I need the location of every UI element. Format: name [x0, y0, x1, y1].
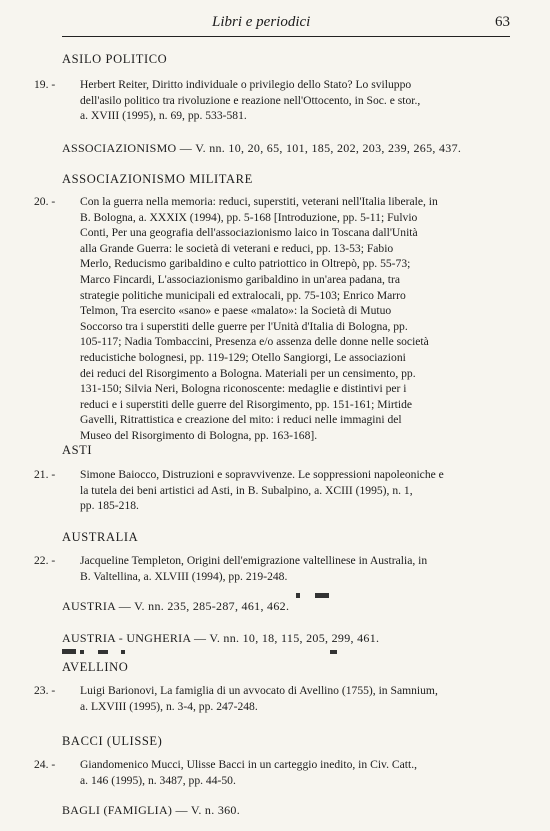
xref-bagli: BAGLI (FAMIGLIA) — V. n. 360.	[62, 803, 241, 817]
entry-line: strategie politiche municipali ed extralocali, pp. 75-103; Enrico Marro	[80, 288, 406, 302]
entry-text	[80, 467, 500, 514]
entry-line: B. Valtellina, a. XLVIII (1994), pp. 219-248.	[80, 569, 288, 583]
scan-speck	[330, 650, 337, 654]
entry-line: reduci e i superstiti delle guerre del Risorgimento, pp. 151-161; Mirtide	[80, 397, 413, 411]
page-number: 63	[495, 14, 510, 30]
entry-line: Gavelli, Ritrattistica e creazione del mito: i reduci nelle immagini del	[80, 413, 402, 427]
entry-number: 20. -	[34, 195, 56, 208]
entry-text	[80, 757, 500, 788]
entry-line: alla Grande Guerra: le società di veterani e reduci, pp. 13-53; Fabio	[80, 241, 394, 255]
xref-associazionismo: ASSOCIAZIONISMO — V. nn. 10, 20, 65, 101, 185, 202, 203, 239, 265, 437.	[62, 141, 462, 155]
entry-line: Herbert Reiter, Diritto individuale o privilegio dello Stato? Lo sviluppo	[80, 78, 412, 91]
xref-austria-ungheria: AUSTRIA - UNGHERIA — V. nn. 10, 18, 115, 205, 299, 461.	[62, 631, 380, 645]
entry-line: 131-150; Silvia Neri, Bologna riconoscente: medaglie e distintivi per i	[80, 382, 407, 396]
entry-text	[80, 77, 500, 124]
entry-line: Conti, Per una geografia dell'associazionismo laico in Toscana dall'Unità	[80, 226, 418, 240]
entry-line: Museo del Risorgimento di Bologna, pp. 163-168].	[80, 428, 318, 442]
running-title: Libri e periodici	[212, 14, 311, 30]
entry-line: 105-117; Nadia Tombaccini, Presenza e/o assenza delle donne nelle società	[80, 335, 429, 349]
entry-20	[34, 194, 500, 444]
entry-19	[34, 77, 500, 124]
entry-number: 23. -	[34, 684, 56, 697]
entry-24	[34, 757, 500, 788]
section-heading-avellino: AVELLINO	[62, 660, 129, 674]
entry-number: 21. -	[34, 468, 56, 481]
entry-number: 24. -	[34, 758, 56, 771]
entry-line: dell'asilo politico tra rivoluzione e reazione nell'Ottocento, in Soc. e stor.,	[80, 93, 421, 107]
entry-line: Marco Fincardi, L'associazionismo garibaldino in un'area padana, tra	[80, 272, 400, 286]
entry-number: 22. -	[34, 554, 56, 567]
entry-line: Jacqueline Templeton, Origini dell'emigrazione valtellinese in Australia, in	[80, 554, 428, 567]
running-header	[62, 14, 510, 37]
scan-speck	[296, 593, 300, 598]
scan-speck	[98, 650, 108, 654]
entry-line: Luigi Barionovi, La famiglia di un avvocato di Avellino (1755), in Samnium,	[80, 684, 438, 697]
entry-number: 19. -	[34, 78, 56, 91]
section-heading-bacci: BACCI (ULISSE)	[62, 734, 163, 748]
section-heading-asti: ASTI	[62, 443, 93, 457]
entry-21	[34, 467, 500, 514]
entry-line: a. LXVIII (1995), n. 3-4, pp. 247-248.	[80, 699, 258, 713]
scan-speck	[315, 593, 329, 598]
entry-22	[34, 553, 500, 584]
scan-speck	[121, 650, 125, 654]
entry-text	[80, 553, 500, 584]
entry-line: Telmon, Tra esercito «sano» e paese «malato»: la Società di Mutuo	[80, 304, 392, 318]
entry-line: a. 146 (1995), n. 3487, pp. 44-50.	[80, 773, 236, 787]
entry-line: Merlo, Reducismo garibaldino e culto patriottico in Oltrepò, pp. 55-73;	[80, 257, 411, 271]
entry-line: Giandomenico Mucci, Ulisse Bacci in un carteggio inedito, in Civ. Catt.,	[80, 758, 418, 771]
scan-speck	[62, 649, 76, 654]
section-heading-asilo: ASILO POLITICO	[62, 52, 168, 66]
entry-line: dei reduci del Risorgimento a Bologna. Materiali per un censimento, pp.	[80, 366, 416, 380]
section-heading-australia: AUSTRALIA	[62, 530, 139, 544]
entry-line: la tutela dei beni artistici ad Asti, in B. Subalpino, a. XCIII (1995), n. 1,	[80, 483, 413, 497]
scan-speck	[80, 650, 84, 654]
entry-line: a. XVIII (1995), n. 69, pp. 533-581.	[80, 109, 247, 123]
entry-line: pp. 185-218.	[80, 499, 139, 513]
entry-text	[80, 683, 500, 714]
entry-line: Soccorso tra i superstiti delle guerre per l'Unità d'Italia di Bologna, pp.	[80, 319, 408, 333]
entry-line: Con la guerra nella memoria: reduci, superstiti, veterani nell'Italia liberale, in	[80, 195, 438, 208]
section-heading-associazionismo-militare: ASSOCIAZIONISMO MILITARE	[62, 172, 253, 186]
xref-austria: AUSTRIA — V. nn. 235, 285-287, 461, 462.	[62, 599, 290, 613]
entry-text	[80, 194, 500, 444]
entry-line: reducistiche bolognesi, pp. 119-129; Otello Sangiorgi, Le associazioni	[80, 350, 406, 364]
entry-line: Simone Baiocco, Distruzioni e sopravvivenze. Le soppressioni napoleoniche e	[80, 468, 444, 481]
entry-line: B. Bologna, a. XXXIX (1994), pp. 5-168 [Introduzione, pp. 5-11; Fulvio	[80, 210, 418, 224]
entry-23	[34, 683, 500, 714]
